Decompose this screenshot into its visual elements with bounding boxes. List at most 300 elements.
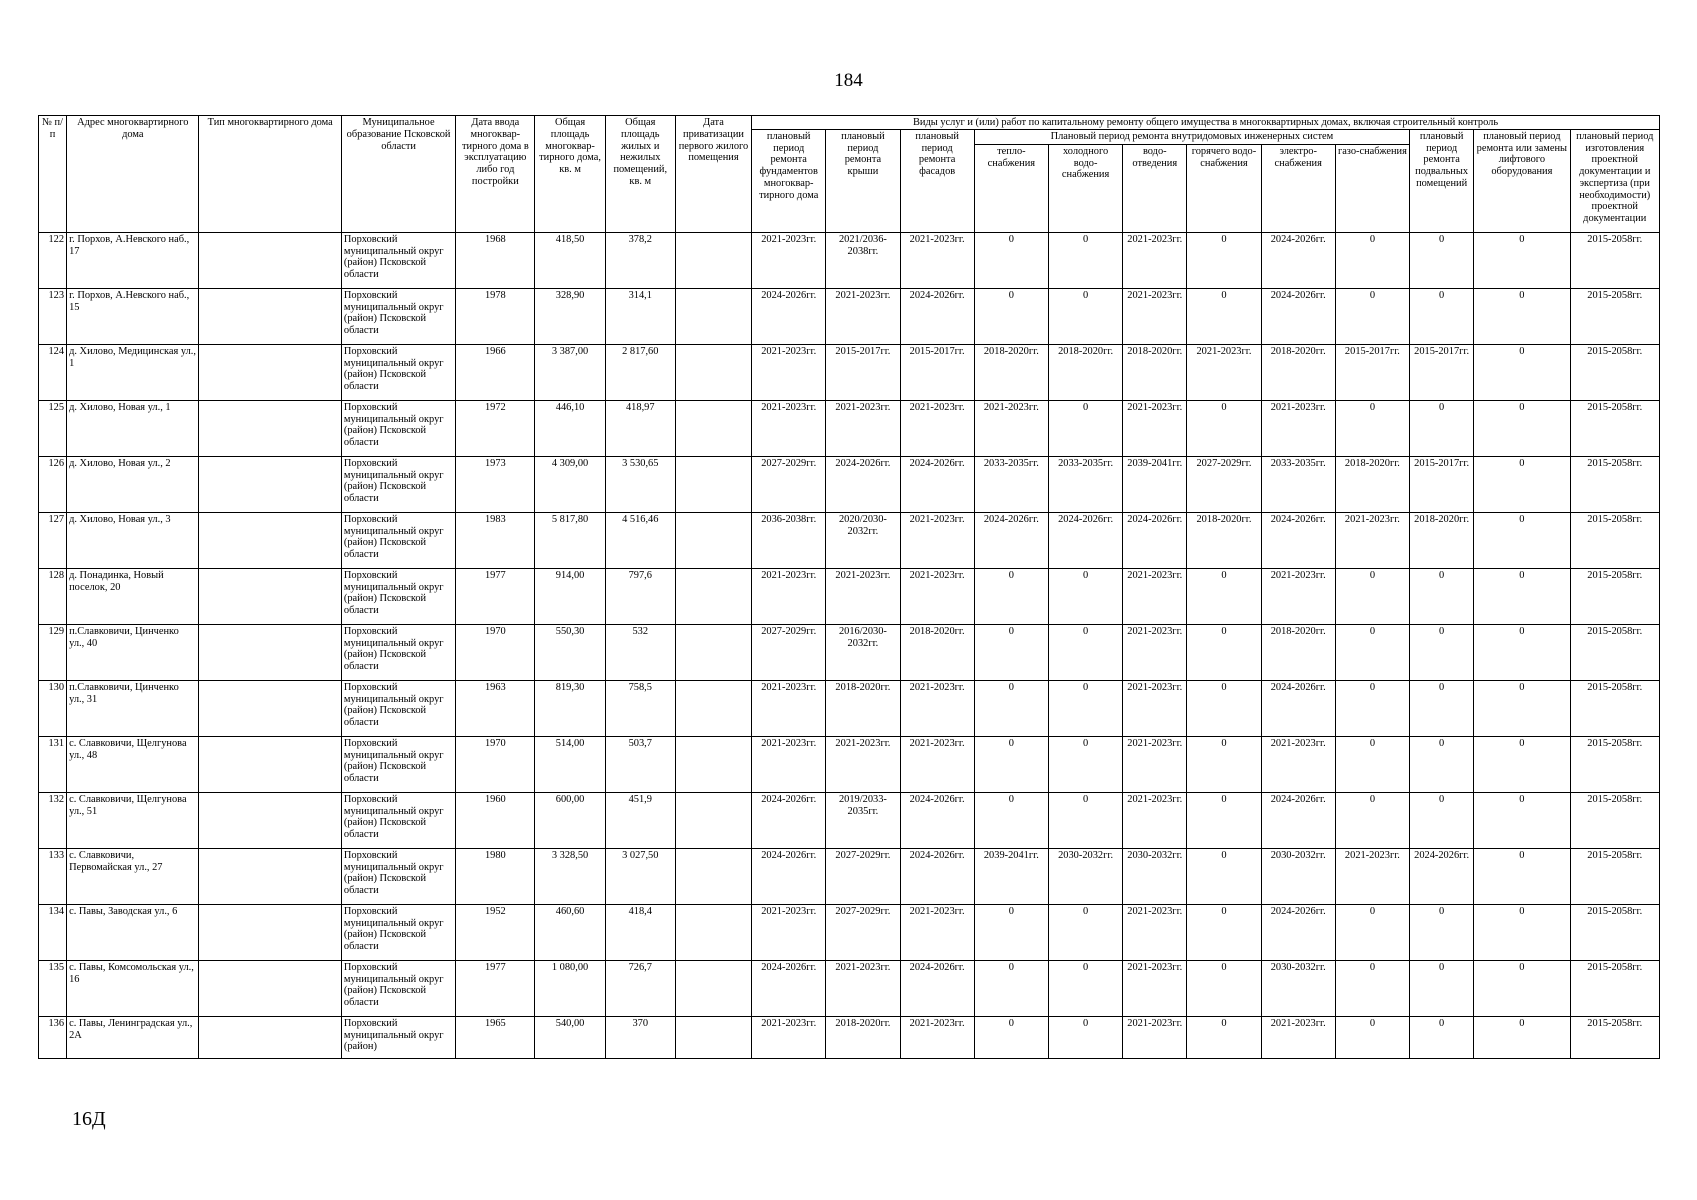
cell-roof: 2018-2020гг. [826,680,900,736]
cell-design: 2015-2058гг. [1570,512,1660,568]
cell-foundation: 2027-2029гг. [752,456,826,512]
cell-num: 133 [39,848,67,904]
cell-sewerage: 2021-2023гг. [1123,568,1187,624]
cell-lift: 0 [1474,568,1570,624]
cell-total-area: 550,30 [535,624,605,680]
header-heat: тепло-снабжения [974,144,1048,232]
cell-facade: 2024-2026гг. [900,288,974,344]
cell-facade: 2024-2026гг. [900,848,974,904]
cell-cold-water: 2018-2020гг. [1048,344,1122,400]
cell-electric: 2021-2023гг. [1261,1016,1335,1058]
cell-hot-water: 0 [1187,792,1261,848]
cell-facade: 2021-2023гг. [900,680,974,736]
cell-total-area: 328,90 [535,288,605,344]
cell-total-area: 819,30 [535,680,605,736]
cell-privatization [675,792,751,848]
cell-year: 1972 [456,400,535,456]
cell-living-area: 726,7 [605,960,675,1016]
cell-gas: 0 [1335,1016,1409,1058]
cell-facade: 2015-2017гг. [900,344,974,400]
cell-hot-water: 2027-2029гг. [1187,456,1261,512]
cell-foundation: 2021-2023гг. [752,400,826,456]
cell-total-area: 540,00 [535,1016,605,1058]
cell-cold-water: 0 [1048,232,1122,288]
cell-privatization [675,960,751,1016]
header-hot-water: горячего водо-снабжения [1187,144,1261,232]
cell-roof: 2027-2029гг. [826,848,900,904]
cell-roof: 2015-2017гг. [826,344,900,400]
cell-heat: 0 [974,680,1048,736]
cell-year: 1970 [456,736,535,792]
cell-hot-water: 0 [1187,960,1261,1016]
table-row [39,960,1660,1016]
cell-roof: 2027-2029гг. [826,904,900,960]
cell-heat: 2018-2020гг. [974,344,1048,400]
header-living-area: Общая площадь жилых и нежилых помещений, кв. м [605,116,675,233]
header-municipality: Муниципальное образование Псковской области [341,116,455,233]
cell-type [199,232,341,288]
cell-electric: 2021-2023гг. [1261,400,1335,456]
cell-gas: 2015-2017гг. [1335,344,1409,400]
cell-type [199,456,341,512]
cell-num: 122 [39,232,67,288]
cell-type [199,512,341,568]
cell-type [199,1016,341,1058]
cell-living-area: 314,1 [605,288,675,344]
table-row [39,512,1660,568]
cell-electric: 2018-2020гг. [1261,624,1335,680]
cell-design: 2015-2058гг. [1570,288,1660,344]
cell-total-area: 914,00 [535,568,605,624]
table-row [39,624,1660,680]
cell-living-area: 2 817,60 [605,344,675,400]
cell-total-area: 5 817,80 [535,512,605,568]
cell-hot-water: 0 [1187,1016,1261,1058]
cell-design: 2015-2058гг. [1570,736,1660,792]
cell-type [199,960,341,1016]
cell-year: 1960 [456,792,535,848]
header-type: Тип многоквартирного дома [199,116,341,233]
cell-roof: 2021-2023гг. [826,400,900,456]
cell-heat: 0 [974,792,1048,848]
cell-gas: 2018-2020гг. [1335,456,1409,512]
cell-privatization [675,512,751,568]
cell-electric: 2024-2026гг. [1261,288,1335,344]
cell-year: 1965 [456,1016,535,1058]
cell-privatization [675,680,751,736]
table-row [39,568,1660,624]
cell-sewerage: 2024-2026гг. [1123,512,1187,568]
cell-gas: 0 [1335,568,1409,624]
cell-electric: 2024-2026гг. [1261,232,1335,288]
cell-municipality: Порховский муниципальный округ (район) Псковской области [341,848,455,904]
cell-facade: 2021-2023гг. [900,904,974,960]
header-basement: плановый период ремонта подвальных помещений [1410,129,1474,232]
cell-electric: 2021-2023гг. [1261,568,1335,624]
cell-municipality: Порховский муниципальный округ (район) Псковской области [341,736,455,792]
header-num: № п/п [39,116,67,233]
cell-living-area: 418,4 [605,904,675,960]
cell-lift: 0 [1474,344,1570,400]
header-electric: электро-снабжения [1261,144,1335,232]
cell-hot-water: 0 [1187,624,1261,680]
cell-electric: 2018-2020гг. [1261,344,1335,400]
cell-num: 125 [39,400,67,456]
cell-gas: 0 [1335,960,1409,1016]
cell-cold-water: 2030-2032гг. [1048,848,1122,904]
cell-living-area: 451,9 [605,792,675,848]
cell-year: 1973 [456,456,535,512]
cell-design: 2015-2058гг. [1570,232,1660,288]
cell-sewerage: 2021-2023гг. [1123,680,1187,736]
cell-facade: 2021-2023гг. [900,736,974,792]
cell-num: 135 [39,960,67,1016]
cell-address: д. Хилово, Новая ул., 3 [67,512,199,568]
cell-living-area: 3 530,65 [605,456,675,512]
cell-year: 1963 [456,680,535,736]
cell-sewerage: 2021-2023гг. [1123,736,1187,792]
cell-foundation: 2021-2023гг. [752,568,826,624]
cell-num: 129 [39,624,67,680]
footer-code: 16Д [72,1108,106,1130]
cell-electric: 2024-2026гг. [1261,904,1335,960]
header-total-area: Общая площадь многоквар-тирного дома, кв. м [535,116,605,233]
cell-heat: 0 [974,624,1048,680]
table-row [39,848,1660,904]
cell-municipality: Порховский муниципальный округ (район) Псковской области [341,904,455,960]
cell-municipality: Порховский муниципальный округ (район) Псковской области [341,232,455,288]
cell-electric: 2024-2026гг. [1261,512,1335,568]
cell-sewerage: 2021-2023гг. [1123,400,1187,456]
cell-privatization [675,456,751,512]
cell-lift: 0 [1474,1016,1570,1058]
cell-municipality: Порховский муниципальный округ (район) Псковской области [341,456,455,512]
cell-basement: 2015-2017гг. [1410,456,1474,512]
cell-hot-water: 0 [1187,568,1261,624]
cell-num: 132 [39,792,67,848]
cell-facade: 2024-2026гг. [900,960,974,1016]
cell-facade: 2024-2026гг. [900,456,974,512]
cell-heat: 0 [974,736,1048,792]
table-row [39,400,1660,456]
cell-cold-water: 0 [1048,624,1122,680]
cell-year: 1983 [456,512,535,568]
cell-sewerage: 2018-2020гг. [1123,344,1187,400]
cell-lift: 0 [1474,960,1570,1016]
cell-basement: 2018-2020гг. [1410,512,1474,568]
cell-lift: 0 [1474,232,1570,288]
cell-facade: 2021-2023гг. [900,400,974,456]
capital-repair-table [38,115,1660,1059]
cell-sewerage: 2039-2041гг. [1123,456,1187,512]
cell-foundation: 2021-2023гг. [752,232,826,288]
cell-living-area: 532 [605,624,675,680]
cell-roof: 2021-2023гг. [826,288,900,344]
cell-roof: 2019/2033-2035гг. [826,792,900,848]
cell-privatization [675,736,751,792]
cell-sewerage: 2021-2023гг. [1123,624,1187,680]
cell-municipality: Порховский муниципальный округ (район) Псковской области [341,512,455,568]
cell-num: 126 [39,456,67,512]
cell-design: 2015-2058гг. [1570,1016,1660,1058]
cell-design: 2015-2058гг. [1570,400,1660,456]
header-lift: плановый период ремонта или замены лифтового оборудования [1474,129,1570,232]
cell-foundation: 2021-2023гг. [752,344,826,400]
cell-year: 1977 [456,960,535,1016]
cell-foundation: 2036-2038гг. [752,512,826,568]
cell-facade: 2021-2023гг. [900,1016,974,1058]
cell-basement: 0 [1410,232,1474,288]
cell-total-area: 600,00 [535,792,605,848]
cell-foundation: 2021-2023гг. [752,904,826,960]
cell-sewerage: 2021-2023гг. [1123,288,1187,344]
cell-lift: 0 [1474,736,1570,792]
cell-cold-water: 0 [1048,960,1122,1016]
cell-heat: 0 [974,1016,1048,1058]
cell-address: с. Павы, Комсомольская ул., 16 [67,960,199,1016]
cell-num: 136 [39,1016,67,1058]
cell-design: 2015-2058гг. [1570,904,1660,960]
cell-address: п.Славковичи, Цинченко ул., 31 [67,680,199,736]
cell-hot-water: 2021-2023гг. [1187,344,1261,400]
cell-roof: 2020/2030-2032гг. [826,512,900,568]
cell-heat: 2033-2035гг. [974,456,1048,512]
cell-facade: 2021-2023гг. [900,512,974,568]
cell-gas: 0 [1335,736,1409,792]
cell-living-area: 3 027,50 [605,848,675,904]
cell-num: 123 [39,288,67,344]
cell-year: 1952 [456,904,535,960]
cell-total-area: 418,50 [535,232,605,288]
cell-privatization [675,568,751,624]
cell-cold-water: 0 [1048,1016,1122,1058]
cell-heat: 2039-2041гг. [974,848,1048,904]
cell-total-area: 4 309,00 [535,456,605,512]
header-privatization: Дата приватизации первого жилого помещения [675,116,751,233]
table-row [39,456,1660,512]
cell-gas: 0 [1335,904,1409,960]
cell-year: 1977 [456,568,535,624]
cell-type [199,848,341,904]
cell-electric: 2030-2032гг. [1261,848,1335,904]
header-roof: плановый период ремонта крыши [826,129,900,232]
cell-year: 1970 [456,624,535,680]
header-sewerage: водо-отведения [1123,144,1187,232]
cell-roof: 2021/2036-2038гг. [826,232,900,288]
cell-type [199,400,341,456]
cell-lift: 0 [1474,400,1570,456]
cell-design: 2015-2058гг. [1570,680,1660,736]
cell-basement: 0 [1410,904,1474,960]
cell-type [199,624,341,680]
cell-total-area: 1 080,00 [535,960,605,1016]
cell-basement: 0 [1410,400,1474,456]
cell-type [199,792,341,848]
cell-basement: 0 [1410,624,1474,680]
cell-basement: 2024-2026гг. [1410,848,1474,904]
cell-living-area: 4 516,46 [605,512,675,568]
cell-foundation: 2027-2029гг. [752,624,826,680]
cell-basement: 0 [1410,568,1474,624]
cell-facade: 2021-2023гг. [900,568,974,624]
cell-gas: 0 [1335,792,1409,848]
cell-address: с. Славковичи, Щелгунова ул., 51 [67,792,199,848]
cell-hot-water: 0 [1187,848,1261,904]
cell-electric: 2030-2032гг. [1261,960,1335,1016]
cell-lift: 0 [1474,512,1570,568]
cell-roof: 2016/2030-2032гг. [826,624,900,680]
table-row [39,344,1660,400]
cell-roof: 2021-2023гг. [826,736,900,792]
cell-municipality: Порховский муниципальный округ (район) Псковской области [341,400,455,456]
header-address: Адрес многоквартирного дома [67,116,199,233]
header-works-group: Виды услуг и (или) работ по капитальному ремонту общего имущества в многоквартирных домах, включая строительный контроль [752,116,1660,130]
table-row [39,288,1660,344]
cell-gas: 0 [1335,624,1409,680]
cell-privatization [675,344,751,400]
cell-heat: 2024-2026гг. [974,512,1048,568]
cell-privatization [675,288,751,344]
cell-cold-water: 0 [1048,288,1122,344]
cell-facade: 2018-2020гг. [900,624,974,680]
cell-design: 2015-2058гг. [1570,960,1660,1016]
cell-num: 124 [39,344,67,400]
cell-electric: 2024-2026гг. [1261,792,1335,848]
cell-num: 128 [39,568,67,624]
cell-design: 2015-2058гг. [1570,568,1660,624]
cell-municipality: Порховский муниципальный округ (район) Псковской области [341,568,455,624]
cell-heat: 0 [974,288,1048,344]
cell-roof: 2021-2023гг. [826,960,900,1016]
cell-sewerage: 2030-2032гг. [1123,848,1187,904]
cell-sewerage: 2021-2023гг. [1123,792,1187,848]
cell-address: с. Славковичи, Первомайская ул., 27 [67,848,199,904]
cell-design: 2015-2058гг. [1570,792,1660,848]
cell-lift: 0 [1474,904,1570,960]
cell-municipality: Порховский муниципальный округ (район) Псковской области [341,288,455,344]
cell-type [199,680,341,736]
table-row [39,792,1660,848]
cell-type [199,904,341,960]
cell-living-area: 797,6 [605,568,675,624]
header-engineering-group: Плановый период ремонта внутридомовых инженерных систем [974,129,1409,144]
cell-total-area: 446,10 [535,400,605,456]
cell-lift: 0 [1474,848,1570,904]
cell-living-area: 758,5 [605,680,675,736]
cell-address: г. Порхов, А.Невского наб., 17 [67,232,199,288]
cell-sewerage: 2021-2023гг. [1123,1016,1187,1058]
cell-electric: 2033-2035гг. [1261,456,1335,512]
cell-foundation: 2024-2026гг. [752,792,826,848]
header-cold-water: холодного водо-снабжения [1048,144,1122,232]
cell-design: 2015-2058гг. [1570,344,1660,400]
cell-lift: 0 [1474,792,1570,848]
cell-year: 1968 [456,232,535,288]
header-design-docs: плановый период изготовления проектной документации и экспертиза (при необходимости) проектной документации [1570,129,1660,232]
cell-cold-water: 0 [1048,400,1122,456]
cell-address: с. Павы, Ленинградская ул., 2А [67,1016,199,1058]
cell-lift: 0 [1474,456,1570,512]
cell-basement: 2015-2017гг. [1410,344,1474,400]
cell-gas: 0 [1335,288,1409,344]
cell-total-area: 3 328,50 [535,848,605,904]
cell-hot-water: 0 [1187,904,1261,960]
header-foundation: плановый период ремонта фундаментов многоквар-тирного дома [752,129,826,232]
cell-living-area: 378,2 [605,232,675,288]
cell-municipality: Порховский муниципальный округ (район) Псковской области [341,624,455,680]
cell-municipality: Порховский муниципальный округ (район) Псковской области [341,960,455,1016]
cell-municipality: Порховский муниципальный округ (район) Псковской области [341,792,455,848]
cell-facade: 2024-2026гг. [900,792,974,848]
table-row [39,1016,1660,1058]
cell-hot-water: 0 [1187,680,1261,736]
table-row [39,736,1660,792]
cell-gas: 2021-2023гг. [1335,512,1409,568]
cell-municipality: Порховский муниципальный округ (район) Псковской области [341,344,455,400]
cell-gas: 0 [1335,232,1409,288]
cell-cold-water: 0 [1048,680,1122,736]
cell-cold-water: 2024-2026гг. [1048,512,1122,568]
cell-basement: 0 [1410,680,1474,736]
cell-facade: 2021-2023гг. [900,232,974,288]
page-number: 184 [834,70,863,91]
cell-privatization [675,848,751,904]
cell-privatization [675,400,751,456]
cell-hot-water: 0 [1187,736,1261,792]
cell-basement: 0 [1410,736,1474,792]
cell-hot-water: 0 [1187,400,1261,456]
cell-lift: 0 [1474,288,1570,344]
cell-address: с. Славковичи, Щелгунова ул., 48 [67,736,199,792]
cell-gas: 0 [1335,400,1409,456]
table-row [39,232,1660,288]
cell-address: д. Хилово, Медицинская ул., 1 [67,344,199,400]
cell-total-area: 460,60 [535,904,605,960]
cell-type [199,344,341,400]
cell-heat: 0 [974,960,1048,1016]
table-row [39,680,1660,736]
cell-total-area: 514,00 [535,736,605,792]
cell-type [199,568,341,624]
cell-foundation: 2021-2023гг. [752,680,826,736]
cell-basement: 0 [1410,960,1474,1016]
cell-num: 127 [39,512,67,568]
cell-design: 2015-2058гг. [1570,624,1660,680]
cell-address: с. Павы, Заводская ул., 6 [67,904,199,960]
cell-heat: 0 [974,904,1048,960]
cell-address: д. Хилово, Новая ул., 1 [67,400,199,456]
cell-sewerage: 2021-2023гг. [1123,904,1187,960]
cell-address: д. Понадинка, Новый поселок, 20 [67,568,199,624]
cell-address: д. Хилово, Новая ул., 2 [67,456,199,512]
cell-basement: 0 [1410,288,1474,344]
cell-type [199,288,341,344]
cell-roof: 2018-2020гг. [826,1016,900,1058]
cell-lift: 0 [1474,624,1570,680]
cell-living-area: 370 [605,1016,675,1058]
header-date-commission: Дата ввода многоквар-тирного дома в эксплуатацию либо год постройки [456,116,535,233]
cell-total-area: 3 387,00 [535,344,605,400]
cell-roof: 2024-2026гг. [826,456,900,512]
cell-cold-water: 0 [1048,904,1122,960]
cell-living-area: 503,7 [605,736,675,792]
cell-type [199,736,341,792]
cell-cold-water: 0 [1048,792,1122,848]
cell-privatization [675,904,751,960]
cell-heat: 2021-2023гг. [974,400,1048,456]
cell-sewerage: 2021-2023гг. [1123,960,1187,1016]
cell-hot-water: 0 [1187,232,1261,288]
